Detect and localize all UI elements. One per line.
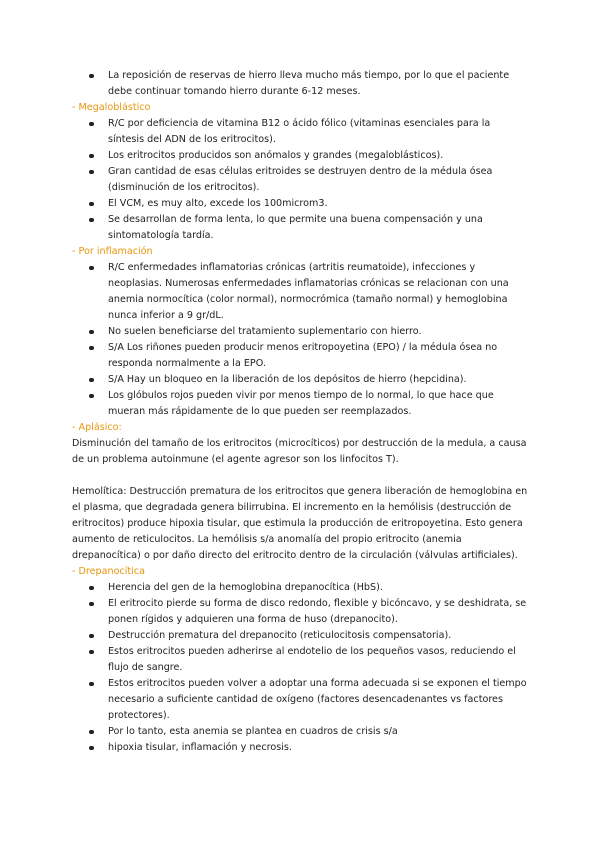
subheading-megaloblastico: - Megaloblástico [72, 102, 151, 113]
subheading-drepanocitica: - Drepanocítica [72, 566, 145, 577]
list-item: Herencia del gen de la hemoglobina drepanocítica (HbS). [72, 580, 528, 596]
list-item: hipoxia tisular, inflamación y necrosis. [72, 740, 528, 756]
list-item: Se desarrollan de forma lenta, lo que permite una buena compensación y una sintomatología tardía. [72, 212, 528, 244]
intro-list [72, 68, 528, 100]
list-item: Por lo tanto, esta anemia se plantea en cuadros de crisis s/a [72, 724, 528, 740]
subheading-aplasico: - Aplásico: [72, 422, 122, 433]
paragraph-spacer [72, 468, 528, 484]
paragraph-aplasico: Disminución del tamaño de los eritrocitos (microcíticos) por destrucción de la medula, a causa de un problema autoinmune (el agente agresor son los linfocitos T). [72, 438, 527, 465]
list-item: Estos eritrocitos pueden adherirse al endotelio de los pequeños vasos, reduciendo el flujo de sangre. [72, 644, 528, 676]
list-item: Gran cantidad de esas células eritroides se destruyen dentro de la médula ósea (disminución de los eritrocitos). [72, 164, 528, 196]
list-item: R/C por deficiencia de vitamina B12 o ácido fólico (vitaminas esenciales para la síntesis del ADN de los eritrocitos). [72, 116, 528, 148]
inflamacion-list [72, 260, 528, 420]
list-item: La reposición de reservas de hierro lleva mucho más tiempo, por lo que el paciente debe continuar tomando hierro durante 6-12 meses. [72, 68, 528, 100]
list-item: R/C enfermedades inflamatorias crónicas (artritis reumatoide), infecciones y neoplasias. Numerosas enfermedades inflamatorias crónicas se relacionan con una anemia normocítica (color normal), normocrómica (tamaño normal) y hemoglobina nunca inferior a 9 gr/dL. [72, 260, 528, 324]
drepanocitica-list [72, 580, 528, 756]
list-item: El VCM, es muy alto, excede los 100microm3. [72, 196, 528, 212]
list-item: S/A Los riñones pueden producir menos eritropoyetina (EPO) / la médula ósea no responda normalmente a la EPO. [72, 340, 528, 372]
megaloblastico-list [72, 116, 528, 244]
list-item: El eritrocito pierde su forma de disco redondo, flexible y bicóncavo, y se deshidrata, se ponen rígidos y adquieren una forma de huso (drepanocito). [72, 596, 528, 628]
list-item: Estos eritrocitos pueden volver a adoptar una forma adecuada si se exponen el tiempo necesario a suficiente cantidad de oxígeno (factores desencadenantes vs factores protectores). [72, 676, 528, 724]
list-item: S/A Hay un bloqueo en la liberación de los depósitos de hierro (hepcidina). [72, 372, 528, 388]
list-item: Destrucción prematura del drepanocito (reticulocitosis compensatoria). [72, 628, 528, 644]
list-item: Los glóbulos rojos pueden vivir por menos tiempo de lo normal, lo que hace que mueran más rápidamente de lo que pueden ser reemplazados. [72, 388, 528, 420]
paragraph-hemolitica: Hemolítica: Destrucción prematura de los eritrocitos que genera liberación de hemoglobina en el plasma, que degradada genera bilirrubina. El incremento en la hemólisis (destrucción de eritrocitos) produce hipoxia tisular, que estimula la producción de eritropoyetina. Esto genera aumento de reticulocitos. La hemólisis s/a anomalía del propio eritrocito (anemia drepanocítica) o por daño directo del eritrocito dentro de la circulación (válvulas artificiales). [72, 486, 528, 561]
subheading-inflamacion: - Por inflamación [72, 246, 153, 257]
list-item: Los eritrocitos producidos son anómalos y grandes (megaloblásticos). [72, 148, 528, 164]
list-item: No suelen beneficiarse del tratamiento suplementario con hierro. [72, 324, 528, 340]
document-body [72, 68, 528, 756]
